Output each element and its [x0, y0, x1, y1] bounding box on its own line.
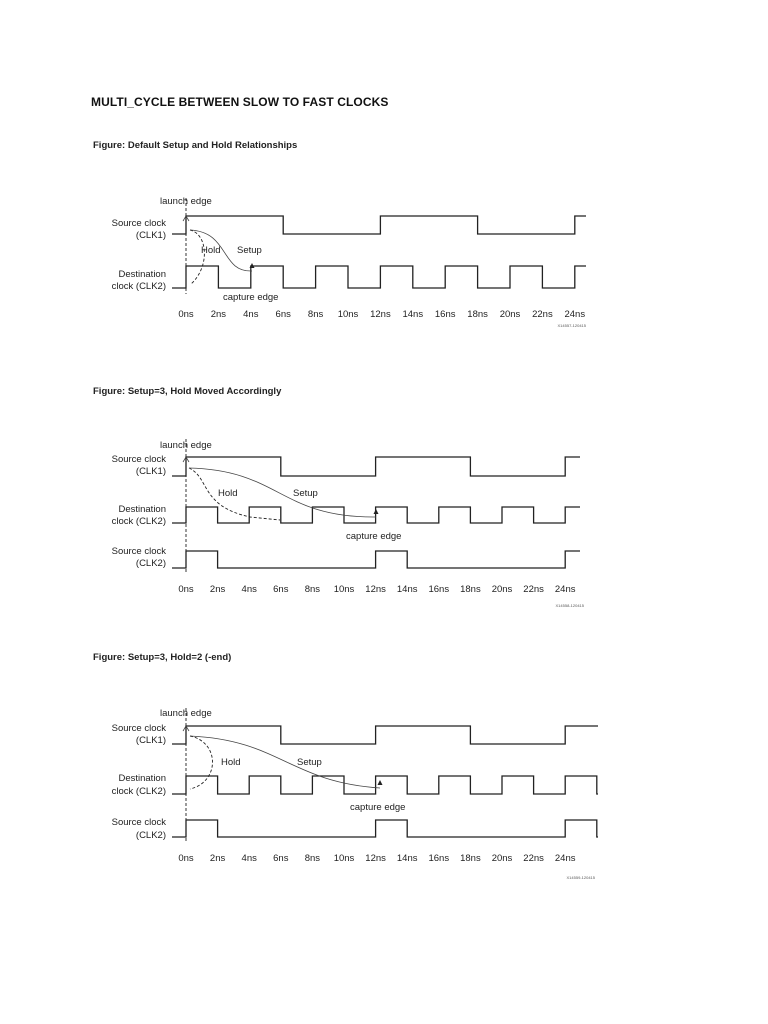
hold-path	[190, 736, 213, 789]
signal-label-src-clk2-line2: (CLK2)	[135, 558, 166, 569]
tick-label-5: 10ns	[333, 853, 355, 864]
signal-label-src-clk2-line2: (CLK2)	[135, 830, 166, 841]
signal-label-clk1-line2: (CLK1)	[135, 466, 166, 477]
waveform-0	[172, 457, 580, 476]
signal-label-clk1-line1: Source clock	[111, 218, 166, 229]
figure-title: Figure: Default Setup and Hold Relationships	[93, 140, 298, 151]
figure-title: Figure: Setup=3, Hold Moved Accordingly	[93, 386, 282, 397]
launch-edge-label: launch edge	[160, 196, 212, 207]
tick-label-0: 0ns	[178, 309, 194, 320]
tick-label-3: 6ns	[275, 309, 291, 320]
tick-label-4: 8ns	[304, 584, 321, 595]
waveform-1	[172, 266, 586, 288]
signal-label-clk2-line1: Destination	[118, 504, 166, 515]
figure-setup3-hold2-end	[90, 642, 616, 884]
tick-label-1: 2ns	[209, 584, 226, 595]
setup-label: Setup	[293, 488, 318, 499]
signal-label-clk2-line1: Destination	[118, 773, 166, 784]
tick-label-1: 2ns	[209, 853, 226, 864]
tick-label-9: 18ns	[460, 853, 481, 864]
tick-label-6: 12ns	[365, 584, 386, 595]
signal-label-clk2-line2: clock (CLK2)	[111, 786, 166, 797]
signal-label-src-clk2-line1: Source clock	[111, 817, 166, 828]
hold-label: Hold	[221, 757, 241, 768]
tick-label-3: 6ns	[273, 584, 289, 595]
launch-edge-label: launch edge	[160, 708, 212, 719]
capture-arrow	[374, 509, 379, 514]
launch-edge-label: launch edge	[160, 440, 212, 451]
tick-label-12: 24ns	[564, 309, 586, 320]
tick-label-7: 14ns	[396, 584, 418, 595]
tick-label-4: 8ns	[307, 309, 324, 320]
tick-label-4: 8ns	[304, 853, 321, 864]
signal-label-clk1-line2: (CLK1)	[135, 230, 166, 241]
waveform-0	[172, 216, 586, 234]
hold-path	[190, 230, 204, 284]
signal-label-clk2-line2: clock (CLK2)	[111, 281, 166, 292]
waveform-0	[172, 726, 598, 744]
timing-diagram-2	[90, 378, 616, 618]
figure-setup3-hold-moved	[90, 378, 616, 618]
tick-label-2: 4ns	[241, 584, 257, 595]
signal-label-clk2-line1: Destination	[118, 269, 166, 280]
tick-label-10: 20ns	[491, 853, 513, 864]
tick-label-12: 24ns	[554, 853, 576, 864]
tick-label-2: 4ns	[241, 853, 257, 864]
tick-label-3: 6ns	[273, 853, 289, 864]
capture-arrow	[378, 780, 383, 785]
figure-default-setup-hold	[90, 122, 616, 350]
figure-id: X14559-120415	[566, 875, 595, 880]
capture-edge-label: capture edge	[346, 531, 402, 542]
capture-edge-label: capture edge	[223, 292, 279, 303]
tick-label-5: 10ns	[333, 584, 355, 595]
waveform-2	[172, 820, 598, 837]
tick-label-5: 10ns	[337, 309, 359, 320]
timing-diagram-3	[90, 642, 616, 884]
tick-label-10: 20ns	[499, 309, 521, 320]
capture-edge-label: capture edge	[350, 802, 406, 813]
tick-label-11: 22ns	[523, 584, 544, 595]
tick-label-2: 4ns	[243, 309, 259, 320]
tick-label-6: 12ns	[365, 853, 386, 864]
signal-label-clk2-line2: clock (CLK2)	[111, 516, 166, 527]
figure-id: X14557-120415	[557, 323, 586, 328]
tick-label-11: 22ns	[532, 309, 553, 320]
tick-label-9: 18ns	[460, 584, 481, 595]
signal-label-clk1-line1: Source clock	[111, 454, 166, 465]
timing-diagram-1	[90, 122, 616, 350]
tick-label-7: 14ns	[396, 853, 418, 864]
tick-label-8: 16ns	[428, 584, 450, 595]
hold-label: Hold	[201, 245, 221, 256]
tick-label-0: 0ns	[178, 584, 194, 595]
waveform-1	[172, 776, 598, 794]
tick-label-0: 0ns	[178, 853, 194, 864]
figure-id: X14558-120415	[555, 603, 584, 608]
figure-title: Figure: Setup=3, Hold=2 (-end)	[93, 652, 232, 663]
waveform-2	[172, 551, 580, 568]
tick-label-1: 2ns	[210, 309, 227, 320]
tick-label-8: 16ns	[434, 309, 456, 320]
signal-label-src-clk2-line1: Source clock	[111, 546, 166, 557]
tick-label-8: 16ns	[428, 853, 450, 864]
signal-label-clk1-line1: Source clock	[111, 723, 166, 734]
tick-label-10: 20ns	[491, 584, 513, 595]
setup-label: Setup	[237, 245, 262, 256]
setup-label: Setup	[297, 757, 322, 768]
tick-label-11: 22ns	[523, 853, 544, 864]
hold-label: Hold	[218, 488, 238, 499]
tick-label-9: 18ns	[467, 309, 488, 320]
signal-label-clk1-line2: (CLK1)	[135, 735, 166, 746]
tick-label-12: 24ns	[554, 584, 576, 595]
tick-label-6: 12ns	[370, 309, 391, 320]
page-heading: MULTI_CYCLE BETWEEN SLOW TO FAST CLOCKS	[91, 95, 389, 109]
tick-label-7: 14ns	[402, 309, 424, 320]
